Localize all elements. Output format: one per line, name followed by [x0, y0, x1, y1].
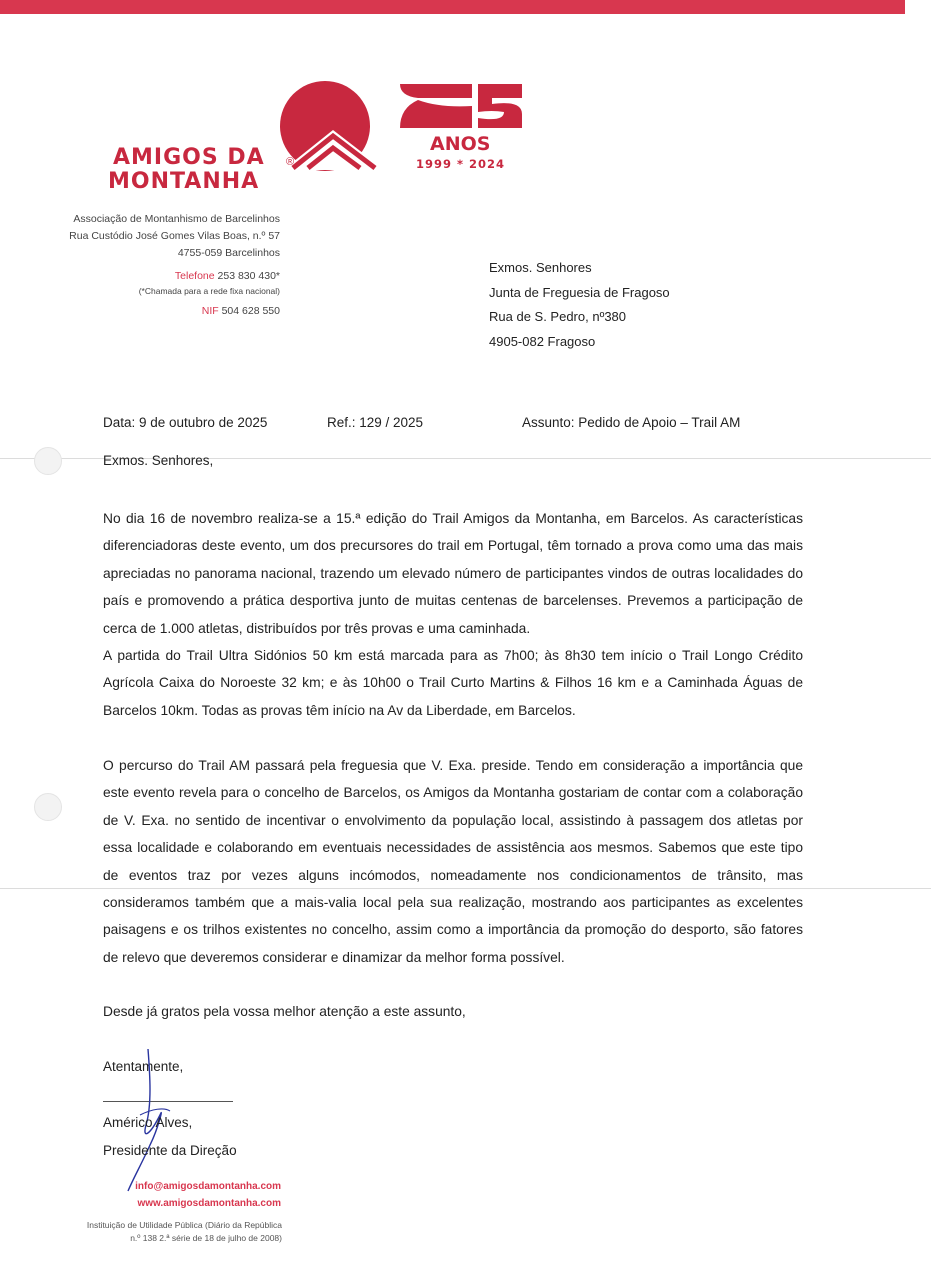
- top-color-band: [0, 0, 905, 14]
- sender-block: [69, 211, 280, 320]
- anniversary-years: 1999 * 2024: [416, 157, 506, 171]
- recipient-line: Rua de S. Pedro, nº380: [489, 309, 627, 324]
- paragraph-text: A partida do Trail Ultra Sidónios 50 km está marcada para as 7h00; às 8h30 tem início o Trail Longo Crédito Agrícola Caixa do Noroeste 32 km; e às 10h00 o Trail Curto Martins & Filhos 16 km e a Caminhada Águas de Barcelos 10km. Todas as provas têm início na Av da Liberdade, em Barcelos.: [103, 648, 803, 718]
- letterhead-logo: [100, 78, 540, 198]
- registered-mark: ®: [286, 156, 295, 168]
- recipient-line: Exmos. Senhores: [489, 260, 592, 275]
- signer-name: Américo Alves,: [103, 1115, 193, 1130]
- paragraph-request: O percurso do Trail AM passará pela freguesia que V. Exa. preside. Tendo em consideração a importância que este evento revela para o concelho de Barcelos, os Amigos da Montanha gostariam de contar com a colaboração de V. Exa. no sentido de incentivar o envolvimento da população local, assistindo à passagem dos atletas por essa localidade e colaborando em eventuais necessidades de assistência aos mesmos. Sabemos que este tipo de eventos traz por vezes alguns incómodos, nomeadamente nos condicionamentos de trânsito, mas consideramos também que a mais-valia local pela sua realização, mostrando aos participantes as excelentes paisagens e os trilhos existentes no concelho, assim como a importância da promoção do desporto, são fatores de relevo que deveremos considerar e dinamizar da melhor forma possível.: [103, 758, 803, 965]
- footer-line: Instituição de Utilidade Pública (Diário da República: [86, 1220, 282, 1230]
- punch-hole: [34, 793, 62, 821]
- sender-street: Rua Custódio José Gomes Vilas Boas, n.º 57: [69, 230, 280, 242]
- signer-role: Presidente da Direção: [103, 1143, 237, 1158]
- nif-label: NIF: [201, 305, 219, 317]
- sender-phone: [69, 268, 280, 285]
- recipient-address: [489, 256, 670, 354]
- footer-note: [40, 1219, 282, 1245]
- paragraph-text: No dia 16 de novembro realiza-se a 15.ª edição do Trail Amigos da Montanha, em Barcelos. As características diferenciadoras deste evento, um dos precursores do trail em Portugal, têm tornado a prova como uma das mais apreciadas no panorama nacional, trazendo um elevado número de participantes vindos de outras localidades do país e promovendo a prática desportiva junto de muitas centenas de barcelenses. Prevemos a participação de cerca de 1.000 atletas, distribuídos por três provas e uma caminhada.: [103, 511, 803, 636]
- phone-label: Telefone: [174, 270, 215, 282]
- contact-website[interactable]: www.amigosdamontanha.com: [137, 1198, 281, 1209]
- sender-postal: 4755-059 Barcelinhos: [177, 247, 280, 259]
- recipient-line: Junta de Freguesia de Fragoso: [489, 284, 670, 300]
- contact-block: [128, 1178, 281, 1212]
- recipient-line: 4905-082 Fragoso: [489, 333, 596, 349]
- salutation: Exmos. Senhores,: [103, 453, 214, 468]
- brand-name-line1: AMIGOS DA: [113, 145, 265, 170]
- paragraph-thanks: Desde já gratos pela vossa melhor atenção a este assunto,: [103, 1004, 466, 1019]
- letter-date: Data: 9 de outubro de 2025: [103, 415, 268, 430]
- brand-name-line2: MONTANHA: [108, 169, 260, 194]
- anniversary-label: ANOS: [430, 133, 491, 155]
- paragraph-event-intro: [103, 505, 803, 724]
- punch-hole: [34, 447, 62, 475]
- sender-nif: [69, 303, 280, 320]
- letter-subject: Assunto: Pedido de Apoio – Trail AM: [522, 415, 741, 430]
- closing: Atentamente,: [103, 1059, 184, 1074]
- footer-line: n.º 138 2.ª série de 18 de julho de 2008): [130, 1233, 282, 1243]
- letter-reference: Ref.: 129 / 2025: [327, 415, 424, 430]
- phone-number: 253 830 430*: [217, 270, 280, 282]
- contact-email[interactable]: info@amigosdamontanha.com: [135, 1181, 281, 1192]
- sender-org: Associação de Montanhismo de Barcelinhos: [73, 213, 280, 225]
- phone-note: (*Chamada para a rede fixa nacional): [138, 286, 280, 296]
- nif-number: 504 628 550: [221, 305, 280, 317]
